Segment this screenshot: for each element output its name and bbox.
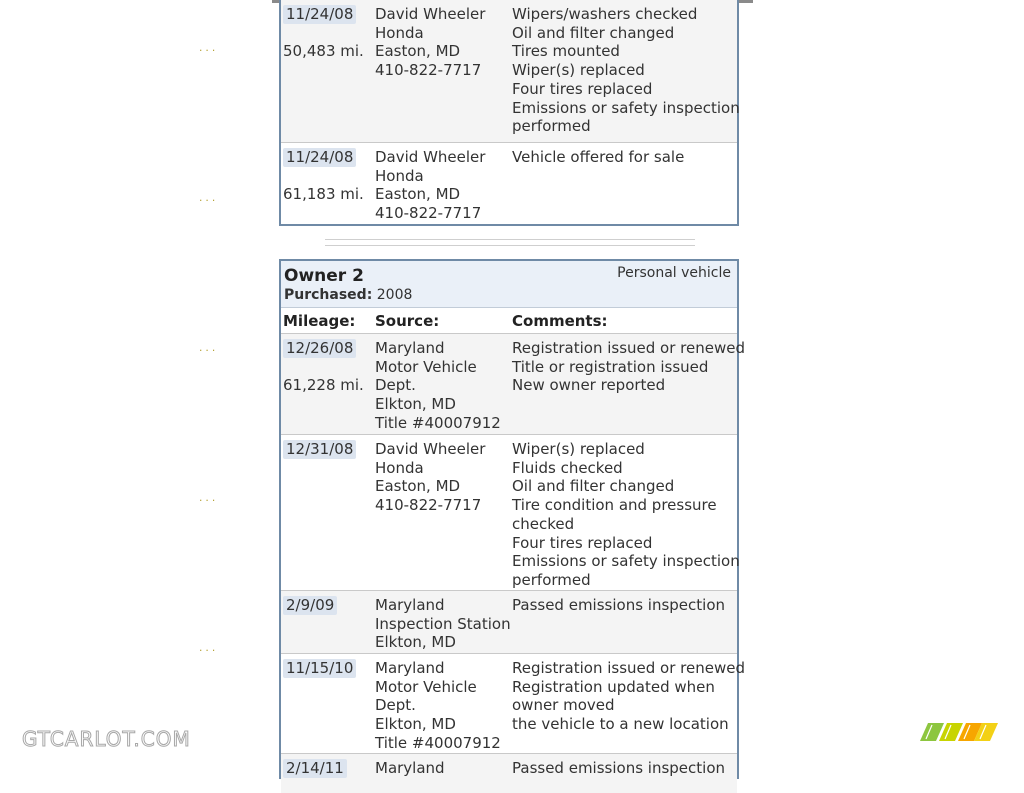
source-line: Easton, MD bbox=[375, 42, 461, 61]
comment-line: Oil and filter changed bbox=[512, 23, 675, 42]
record-source bbox=[375, 339, 507, 433]
record-mileage: 61,183 mi. bbox=[283, 184, 364, 203]
watermark-logo: GTCARLOT.COM bbox=[22, 727, 191, 751]
record-row bbox=[281, 334, 745, 434]
source-line: Dept. bbox=[375, 376, 416, 395]
comment-line: Four tires replaced bbox=[512, 533, 653, 552]
record-source bbox=[375, 5, 507, 80]
record-source bbox=[375, 148, 507, 223]
source-line: Easton, MD bbox=[375, 477, 461, 496]
comment-line: performed bbox=[512, 570, 591, 589]
record-date: 12/26/08 bbox=[283, 339, 356, 358]
record-date-mileage bbox=[283, 148, 369, 203]
record-row bbox=[281, 0, 740, 142]
owner-separator bbox=[325, 239, 695, 246]
comment-line: owner moved bbox=[512, 696, 615, 715]
owner2-panel bbox=[279, 259, 745, 779]
source-line: David Wheeler bbox=[375, 148, 486, 166]
source-line: David Wheeler bbox=[375, 5, 486, 23]
record-date-mileage bbox=[283, 659, 369, 678]
comment-line: Oil and filter changed bbox=[512, 477, 675, 496]
source-line: Title #40007912 bbox=[375, 733, 501, 752]
record-row bbox=[281, 142, 737, 224]
owner-purchased bbox=[284, 287, 412, 303]
owner-header bbox=[281, 261, 737, 308]
record-comments bbox=[512, 339, 745, 395]
comment-line: Emissions or safety inspection bbox=[512, 98, 740, 117]
record-date-mileage bbox=[283, 759, 369, 778]
stripes-logo-icon bbox=[920, 721, 998, 743]
margin-dots: ... bbox=[198, 344, 218, 354]
source-line: Honda bbox=[375, 23, 424, 42]
record-date-mileage bbox=[283, 5, 369, 60]
record-date: 11/24/08 bbox=[283, 5, 356, 24]
source-line: Elkton, MD bbox=[375, 395, 456, 414]
source-line: Honda bbox=[375, 458, 424, 477]
source-line: Maryland bbox=[375, 759, 445, 777]
comment-line: Wipers/washers checked bbox=[512, 5, 698, 23]
source-line: Dept. bbox=[375, 696, 416, 715]
comment-line: Tire condition and pressure bbox=[512, 496, 717, 515]
source-line: Motor Vehicle bbox=[375, 677, 477, 696]
comment-line: Fluids checked bbox=[512, 458, 623, 477]
owner1-records-panel bbox=[279, 0, 739, 226]
header-source: Source: bbox=[375, 312, 440, 330]
margin-dots: ... bbox=[198, 44, 218, 54]
source-line: Elkton, MD bbox=[375, 633, 456, 652]
comment-line: the vehicle to a new location bbox=[512, 715, 729, 734]
source-line: 410-822-7717 bbox=[375, 61, 482, 80]
record-mileage: 61,228 mi. bbox=[283, 375, 364, 394]
record-source bbox=[375, 659, 507, 753]
comment-line: Tires mounted bbox=[512, 42, 620, 61]
record-date: 2/14/11 bbox=[283, 759, 347, 778]
comment-line: performed bbox=[512, 117, 591, 136]
source-line: Inspection Station bbox=[375, 614, 511, 633]
record-date: 12/31/08 bbox=[283, 440, 356, 459]
purchased-label: Purchased: bbox=[284, 287, 373, 303]
owner-type: Personal vehicle bbox=[617, 265, 731, 281]
record-comments bbox=[512, 5, 738, 136]
source-line: David Wheeler bbox=[375, 440, 486, 458]
margin-dots: ... bbox=[198, 494, 218, 504]
record-date: 2/9/09 bbox=[283, 596, 337, 615]
record-row bbox=[281, 753, 737, 793]
source-line: Honda bbox=[375, 166, 424, 185]
comment-line: New owner reported bbox=[512, 376, 666, 395]
owner-title: Owner 2 bbox=[284, 266, 364, 286]
comment-line: Registration updated when bbox=[512, 677, 715, 696]
source-line: Maryland bbox=[375, 659, 445, 677]
comment-line: Registration issued or renewed bbox=[512, 659, 745, 677]
record-mileage: 50,483 mi. bbox=[283, 41, 364, 60]
source-line: Easton, MD bbox=[375, 185, 461, 204]
record-comments bbox=[512, 659, 745, 734]
purchased-value: 2008 bbox=[376, 287, 413, 303]
comment-line: Vehicle offered for sale bbox=[512, 148, 685, 166]
record-row bbox=[281, 653, 745, 753]
comment-line: Four tires replaced bbox=[512, 79, 653, 98]
source-line: Motor Vehicle bbox=[375, 357, 477, 376]
record-source bbox=[375, 440, 507, 515]
comment-line: Registration issued or renewed bbox=[512, 339, 745, 357]
record-date-mileage bbox=[283, 596, 369, 615]
record-date-mileage bbox=[283, 440, 369, 459]
comment-line: Passed emissions inspection bbox=[512, 596, 726, 614]
margin-dots: ... bbox=[198, 194, 218, 204]
comment-line: Emissions or safety inspection bbox=[512, 552, 740, 571]
record-row bbox=[281, 590, 737, 653]
record-date: 11/15/10 bbox=[283, 659, 356, 678]
column-headers bbox=[281, 308, 737, 334]
record-date: 11/24/08 bbox=[283, 148, 356, 167]
source-line: Maryland bbox=[375, 339, 445, 357]
record-source bbox=[375, 596, 511, 652]
record-row bbox=[281, 434, 740, 590]
header-comments: Comments: bbox=[512, 312, 608, 330]
source-line: 410-822-7717 bbox=[375, 204, 482, 223]
comment-line: Wiper(s) replaced bbox=[512, 440, 645, 458]
record-comments bbox=[512, 148, 738, 167]
record-date-mileage bbox=[283, 339, 369, 394]
comment-line: Passed emissions inspection bbox=[512, 759, 726, 777]
record-comments bbox=[512, 440, 738, 590]
comment-line: Wiper(s) replaced bbox=[512, 61, 645, 80]
margin-dots: ... bbox=[198, 644, 218, 654]
source-line: Title #40007912 bbox=[375, 413, 501, 432]
comment-line: Title or registration issued bbox=[512, 357, 709, 376]
record-comments bbox=[512, 759, 738, 778]
header-mileage: Mileage: bbox=[283, 312, 356, 330]
comment-line: checked bbox=[512, 514, 575, 533]
source-line: Elkton, MD bbox=[375, 715, 456, 734]
source-line: Maryland bbox=[375, 596, 445, 614]
record-comments bbox=[512, 596, 738, 615]
record-source bbox=[375, 759, 507, 778]
source-line: 410-822-7717 bbox=[375, 496, 482, 515]
